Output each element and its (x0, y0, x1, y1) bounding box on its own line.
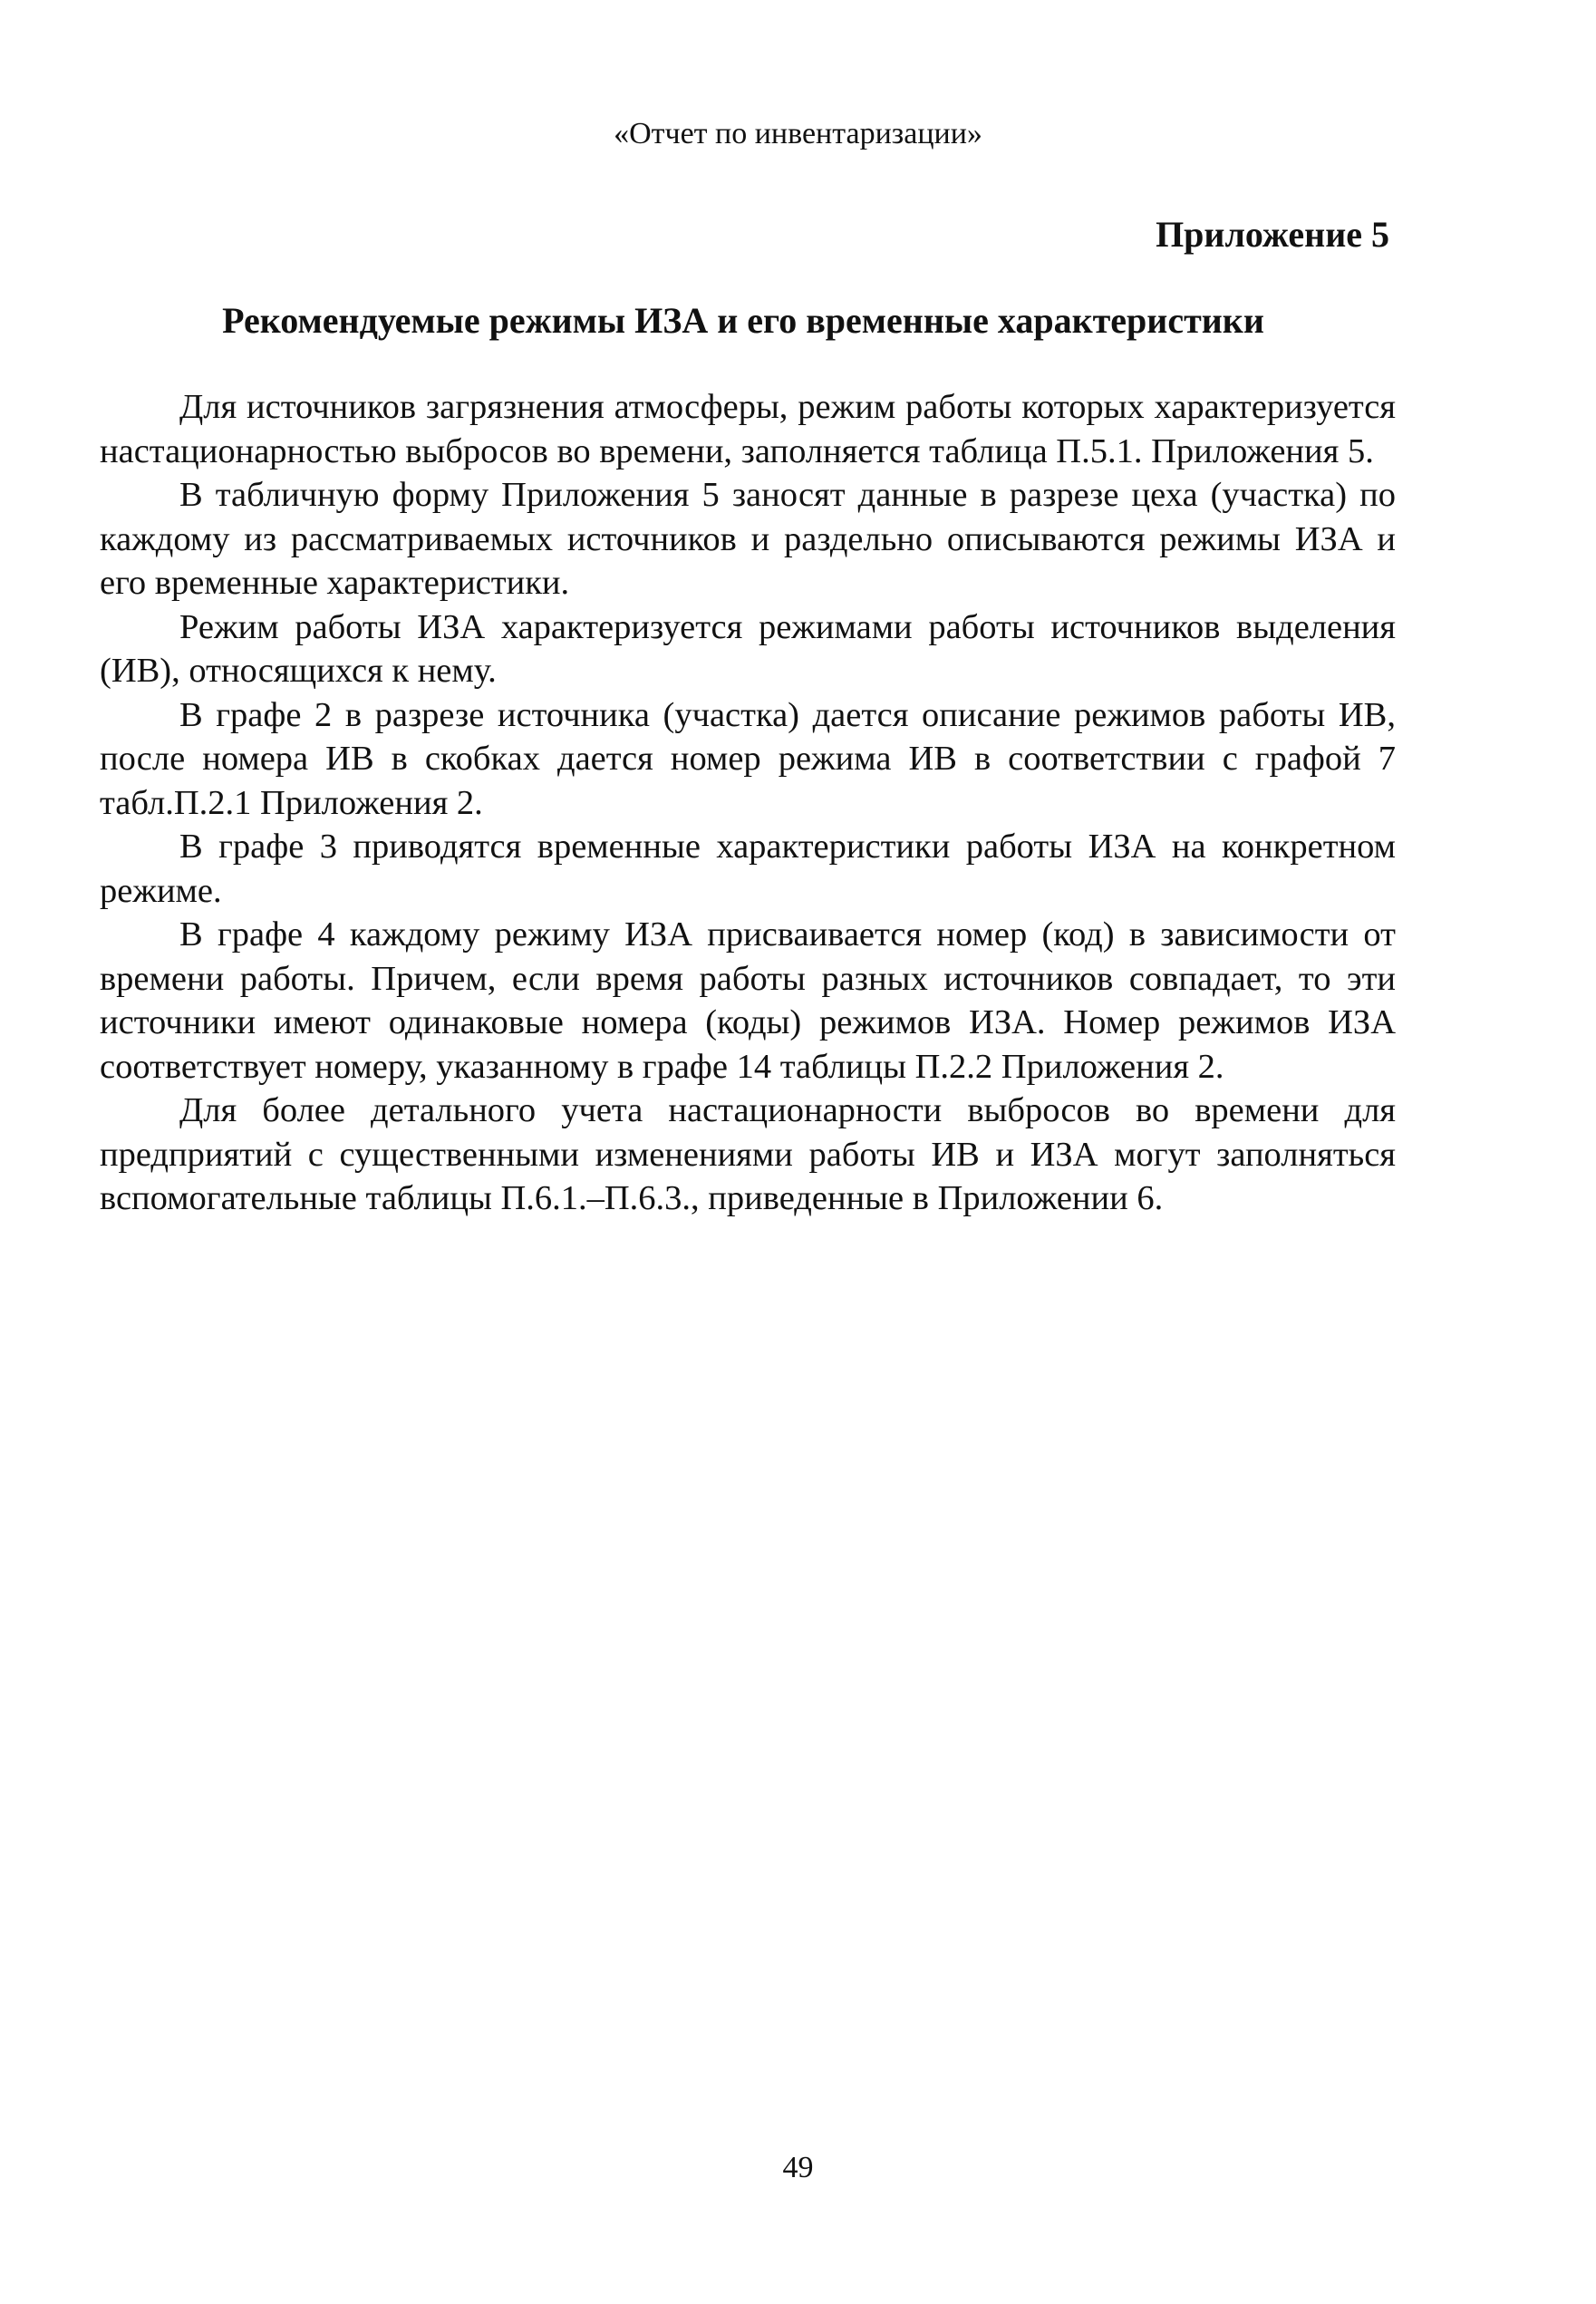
paragraph: В графе 2 в разрезе источника (участка) дается описание режимов работы ИВ, после номера ИВ в скобках дается номер режима ИВ в соответствии с графой 7 табл.П.2.1 Приложения 2. (100, 695, 1396, 822)
section-title: Рекомендуемые режимы ИЗА и его временные характеристики (222, 300, 1264, 341)
paragraph: Для источников загрязнения атмосферы, режим работы которых характеризуется настационарностью выбросов во времени, заполняется таблица П.5.1. Приложения 5. (100, 388, 1396, 470)
paragraph: В графе 3 приводятся временные характеристики работы ИЗА на конкретном режиме. (100, 828, 1396, 910)
page-number: 49 (782, 2151, 814, 2184)
paragraph: В табличную форму Приложения 5 заносят данные в разрезе цеха (участка) по каждому из рассматриваемых источников и раздельно описываются режимы ИЗА и его временные характеристики. (100, 476, 1396, 602)
paragraph: Для более детального учета настационарности выбросов во времени для предприятий с существенными изменениями работы ИВ и ИЗА могут заполняться вспомогательные таблицы П.6.1.–П.6.3., приведенные в Приложении 6. (100, 1091, 1396, 1217)
running-header: «Отчет по инвентаризации» (614, 117, 982, 150)
paragraph: В графе 4 каждому режиму ИЗА присваивается номер (код) в зависимости от времени работы. Причем, если время работы разных источников совпадает, то эти источники имеют одинаковые номера (коды) режимов ИЗА. Номер режимов ИЗА соответствует номеру, указанному в графе 14 таблицы П.2.2 Приложения 2. (100, 915, 1396, 1086)
body-text (100, 385, 1396, 1221)
appendix-label: Приложение 5 (1156, 214, 1389, 255)
paragraph: Режим работы ИЗА характеризуется режимами работы источников выделения (ИВ), относящихся к нему. (100, 607, 1396, 690)
